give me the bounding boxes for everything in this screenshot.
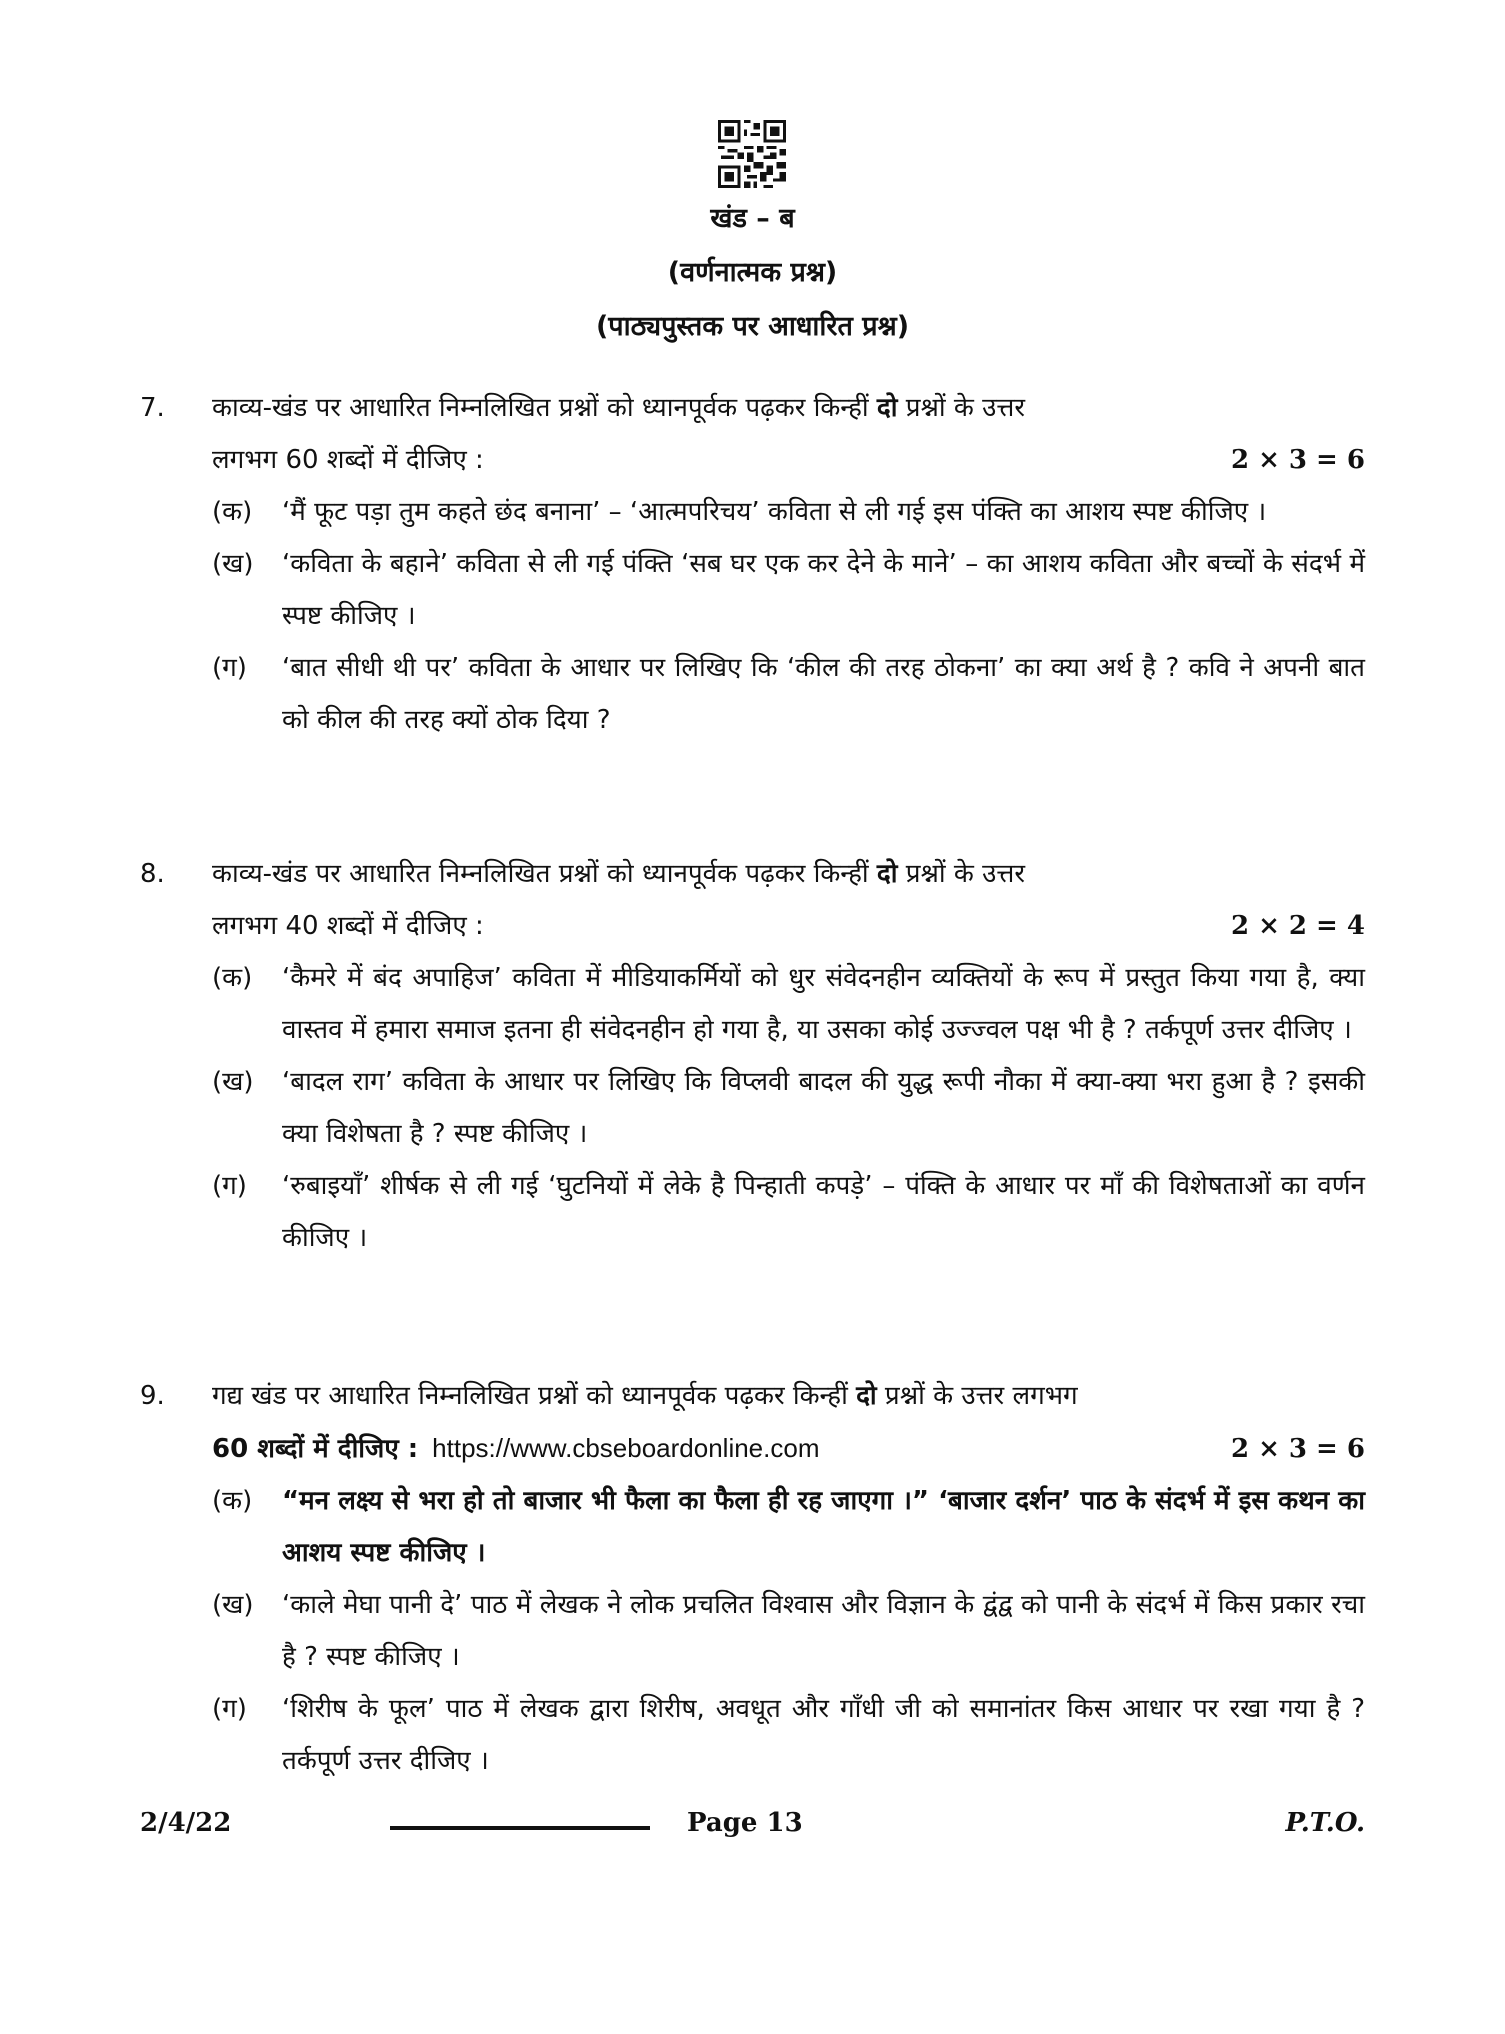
intro-text-end: प्रश्नों के उत्तर लगभग: [876, 1381, 1078, 1411]
sub-question-kha: [212, 538, 1365, 642]
sub-question-text: ‘काले मेघा पानी दे’ पाठ में लेखक ने लोक प्रचलित विश्वास और विज्ञान के द्वंद्व को पानी के संदर्भ में किस प्रकार रचा है ? स्पष्ट कीजिए ।: [282, 1590, 1365, 1672]
sub-question-ka: [212, 1475, 1365, 1579]
intro-text: काव्य-खंड पर आधारित निम्नलिखित प्रश्नों को ध्यानपूर्वक पढ़कर किन्हीं: [212, 859, 877, 889]
word-limit-text: लगभग 60 शब्दों में दीजिए :: [212, 445, 484, 475]
page-number: Page 13: [687, 1808, 803, 1838]
paper-code: 2/4/22: [140, 1808, 232, 1838]
intro-text-end: प्रश्नों के उत्तर: [897, 393, 1025, 423]
intro-text-end: प्रश्नों के उत्तर: [897, 859, 1025, 889]
sub-question-label: (ख): [212, 1590, 254, 1620]
question-number: 7.: [140, 393, 165, 423]
sub-question-text: ‘कैमरे में बंद अपाहिज’ कविता में मीडियाकर्मियों को धुर संवेदनहीन व्यक्तियों के रूप में प्रस्तुत किया गया है, क्या वास्तव में हमारा समाज इतना ही संवेदनहीन हो गया है, या उसका कोई उज्ज्वल पक्ष भी है ? तर्कपूर्ण उत्तर दीजिए ।: [282, 963, 1365, 1045]
sub-question-ka: [212, 486, 1365, 538]
question-intro: [212, 1370, 1365, 1422]
question-instruction-line: [212, 434, 1365, 486]
section-subtitle-descriptive: (वर्णनात्मक प्रश्न): [667, 257, 838, 288]
question-intro: [212, 848, 1365, 900]
footer-divider: [390, 1826, 650, 1830]
sub-question-label: (क): [212, 1486, 253, 1516]
question-instruction-line: [212, 1422, 1365, 1475]
sub-question-label: (ग): [212, 1171, 247, 1201]
sub-question-text: ‘कविता के बहाने’ कविता से ली गई पंक्ति ‘सब घर एक कर देने के माने’ – का आशय कविता और बच्चों के संदर्भ में स्पष्ट कीजिए ।: [282, 549, 1365, 631]
intro-text: काव्य-खंड पर आधारित निम्नलिखित प्रश्नों को ध्यानपूर्वक पढ़कर किन्हीं: [212, 393, 877, 423]
sub-question-label: (ग): [212, 1694, 247, 1724]
question-7: [140, 382, 1365, 746]
intro-emphasis: दो: [876, 393, 898, 423]
sub-question-ga: [212, 1683, 1365, 1787]
intro-emphasis: दो: [876, 859, 898, 889]
question-number: 9.: [140, 1381, 165, 1411]
sub-question-text: ‘बादल राग’ कविता के आधार पर लिखिए कि विप्लवी बादल की युद्ध रूपी नौका में क्या-क्या भरा हुआ है ? इसकी क्या विशेषता है ? स्पष्ट कीजिए ।: [282, 1067, 1365, 1149]
marks: 2 × 3 = 6: [1230, 1434, 1365, 1464]
marks: 2 × 2 = 4: [1230, 911, 1365, 941]
section-title: खंड – ब: [710, 203, 795, 234]
sub-question-text: ‘मैं फूट पड़ा तुम कहते छंद बनाना’ – ‘आत्मपरिचय’ कविता से ली गई इस पंक्ति का आशय स्पष्ट कीजिए ।: [282, 497, 1267, 527]
qr-code-icon: [718, 120, 786, 188]
sub-question-ka: [212, 952, 1365, 1056]
sub-question-kha: [212, 1579, 1365, 1683]
sub-question-text: ‘रुबाइयाँ’ शीर्षक से ली गई ‘घुटनियों में लेके है पिन्हाती कपड़े’ – पंक्ति के आधार पर माँ की विशेषताओं का वर्णन कीजिए ।: [282, 1171, 1365, 1253]
question-intro: [212, 382, 1365, 434]
sub-question-label: (ख): [212, 1067, 254, 1097]
word-limit-text: 60 शब्दों में दीजिए :: [212, 1434, 419, 1464]
intro-text: गद्य खंड पर आधारित निम्नलिखित प्रश्नों को ध्यानपूर्वक पढ़कर किन्हीं: [212, 1381, 857, 1411]
sub-question-ga: [212, 642, 1365, 746]
sub-question-label: (क): [212, 497, 253, 527]
marks: 2 × 3 = 6: [1230, 445, 1365, 475]
section-subtitle-textbook: (पाठ्यपुस्तक पर आधारित प्रश्न): [595, 311, 910, 342]
intro-emphasis: दो: [856, 1381, 877, 1411]
watermark-url: https://www.cbseboardonline.com: [432, 1433, 820, 1463]
sub-question-kha: [212, 1056, 1365, 1160]
question-8: [140, 848, 1365, 1264]
please-turn-over: P.T.O.: [1285, 1808, 1365, 1838]
question-9: [140, 1370, 1365, 1787]
sub-question-ga: [212, 1160, 1365, 1264]
question-instruction-line: [212, 900, 1365, 952]
sub-question-label: (क): [212, 963, 253, 993]
page-footer: [140, 1808, 1365, 1848]
sub-question-text: ‘बात सीधी थी पर’ कविता के आधार पर लिखिए कि ‘कील की तरह ठोकना’ का क्या अर्थ है ? कवि ने अपनी बात को कील की तरह क्यों ठोक दिया ?: [282, 653, 1365, 735]
sub-question-label: (ख): [212, 549, 254, 579]
sub-question-text: ‘शिरीष के फूल’ पाठ में लेखक द्वारा शिरीष, अवधूत और गाँधी जी को समानांतर किस आधार पर रखा गया है ? तर्कपूर्ण उत्तर दीजिए ।: [282, 1694, 1365, 1776]
question-number: 8.: [140, 859, 165, 889]
sub-question-text: “मन लक्ष्य से भरा हो तो बाजार भी फैला का फैला ही रह जाएगा ।” ‘बाजार दर्शन’ पाठ के संदर्भ में इस कथन का आशय स्पष्ट कीजिए ।: [282, 1486, 1365, 1568]
sub-question-label: (ग): [212, 653, 247, 683]
word-limit-text: लगभग 40 शब्दों में दीजिए :: [212, 911, 484, 941]
